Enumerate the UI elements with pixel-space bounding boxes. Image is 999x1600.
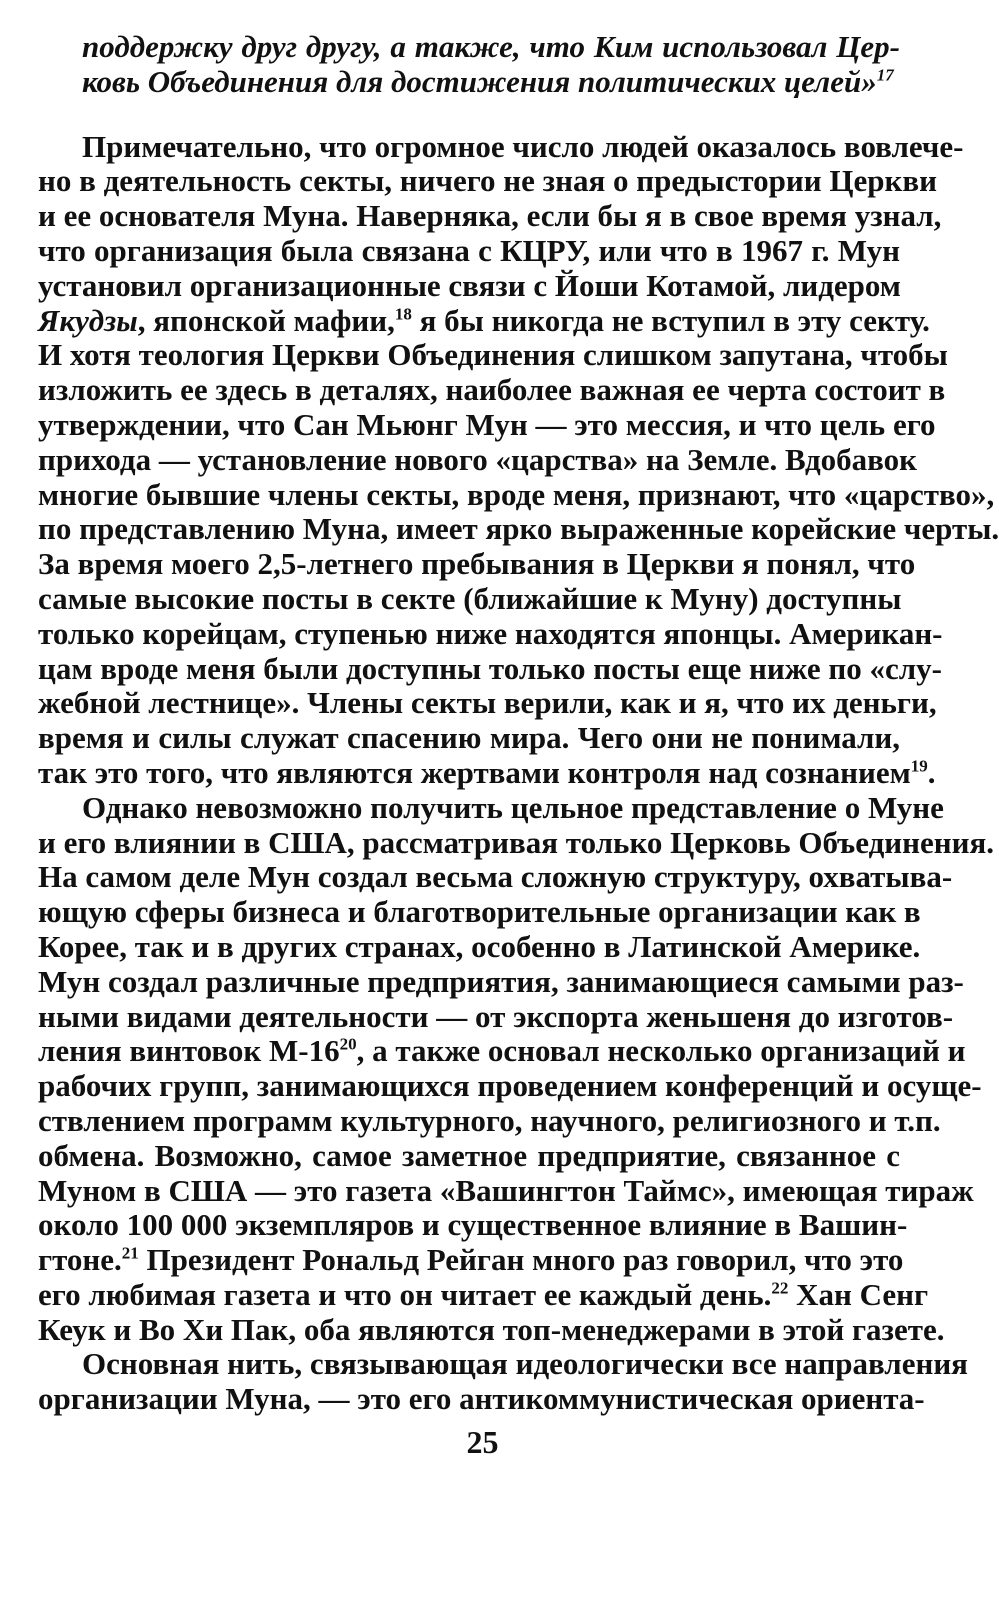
text-line: но в деятельность секты, ничего не зная о предыстории Церкви [38,163,937,199]
text-line: Мун создал различные предприятия, занимающиеся самыми раз- [38,963,964,999]
text-line: За время моего 2,5-летнего пребывания в Церкви я понял, что [38,546,916,582]
italic-quote [38,30,900,100]
text-line: ными видами деятельности — от экспорта женьшеня до изготов- [38,998,954,1034]
footnote-ref: 19 [910,756,928,776]
text-line: и его влиянии в США, рассматривая только Церковь Объединения. [38,824,995,860]
text-line: изложить ее здесь в деталях, наиболее важная ее черта состоит в [38,372,946,408]
paragraph-1 [38,128,999,791]
text-line: самые высокие посты в секте (ближайшие к Муну) доступны [38,580,902,616]
footnote-ref: 20 [339,1034,357,1054]
text-line: рабочих групп, занимающихся проведением конференций и осуще- [38,1068,982,1104]
text-line: по представлению Муна, имеет ярко выраженные корейские черты. [38,511,999,547]
text-line: Основная нить, связывающая идеологически все направления [82,1346,968,1382]
text-line: что организация была связана с КЦРУ, или что в 1967 г. Мун [38,232,900,268]
text-line: Примечательно, что огромное число людей оказалось вовлече- [82,128,964,164]
paragraph-3 [38,1346,968,1417]
quote-line: ковь Объединения для достижения политических целей»$^{17}$ [82,63,894,99]
text-line: Кеук и Во Хи Пак, оба являются топ-менеджерами в этой газете. [38,1311,945,1347]
text-line: многие бывшие члены секты, вроде меня, признают, что «царство», [38,476,995,512]
text-line: ствлением программ культурного, научного, религиозного и т.п. [38,1102,941,1138]
text-line: цам вроде меня были доступны только посты еще ниже по «слу- [38,650,942,686]
text-line: так это того, что являются жертвами контроля над сознанием$^{19}$. [38,754,936,790]
text-line: только корейцам, ступенью ниже находятся японцы. Американ- [38,615,943,651]
footnote-ref: 22 [771,1278,789,1298]
text-line: На самом деле Мун создал весьма сложную структуру, охватыва- [38,859,953,895]
text-line: около 100 000 экземпляров и существенное влияние в Вашин- [38,1207,908,1243]
text-line: прихода — установление нового «царства» на Земле. Вдобавок [38,441,918,477]
text-line: время и силы служат спасению мира. Чего они не понимали, [38,720,900,756]
text-line: жебной лестнице». Члены секты верили, как и я, что их деньги, [38,685,937,721]
text-line: Муном в США — это газета «Вашингтон Таймс», имеющая тираж [38,1172,974,1208]
footnote-ref: 18 [394,304,412,324]
text-line: обмена. Возможно, самое заметное предприятие, связанное с [38,1137,900,1173]
text-line: Корее, так и в других странах, особенно в Латинской Америке. [38,928,921,964]
text-line: Якудзы, японской мафии,$^{18}$ я бы никогда не вступил в эту секту. [38,302,930,338]
text-line: Однако невозможно получить цельное представление о Муне [82,789,944,825]
text-line: организации Муна, — это его антикоммунистическая ориента- [38,1381,925,1417]
text-line: ющую сферы бизнеса и благотворительные организации как в [38,894,921,930]
book-page [38,29,999,1417]
text-line: гтоне.$^{21}$ Президент Рональд Рейган много раз говорил, что это [38,1242,904,1278]
footnote-ref: 17 [876,65,894,85]
footnote-ref: 21 [121,1243,139,1263]
text-line: ления винтовок $М-16^{20}$, а также основал несколько организаций и [38,1033,966,1069]
text-line: и ее основателя Муна. Наверняка, если бы я в свое время узнал, [38,198,942,234]
quote-line: поддержку друг другу, а также, что Ким использовал Цер- [82,29,900,64]
text-line: его любимая газета и что он читает ее каждый день.$^{22}$ Хан Сенг [38,1276,929,1312]
text-line: утверждении, что Сан Мьюнг Мун — это мессия, и что цель его [38,406,936,442]
paragraph-2 [38,789,995,1348]
text-line: установил организационные связи с Йоши Котамой, лидером [38,267,901,303]
text-line: И хотя теология Церкви Объединения слишком запутана, чтобы [38,337,948,373]
page-number: 25 [466,1424,499,1460]
